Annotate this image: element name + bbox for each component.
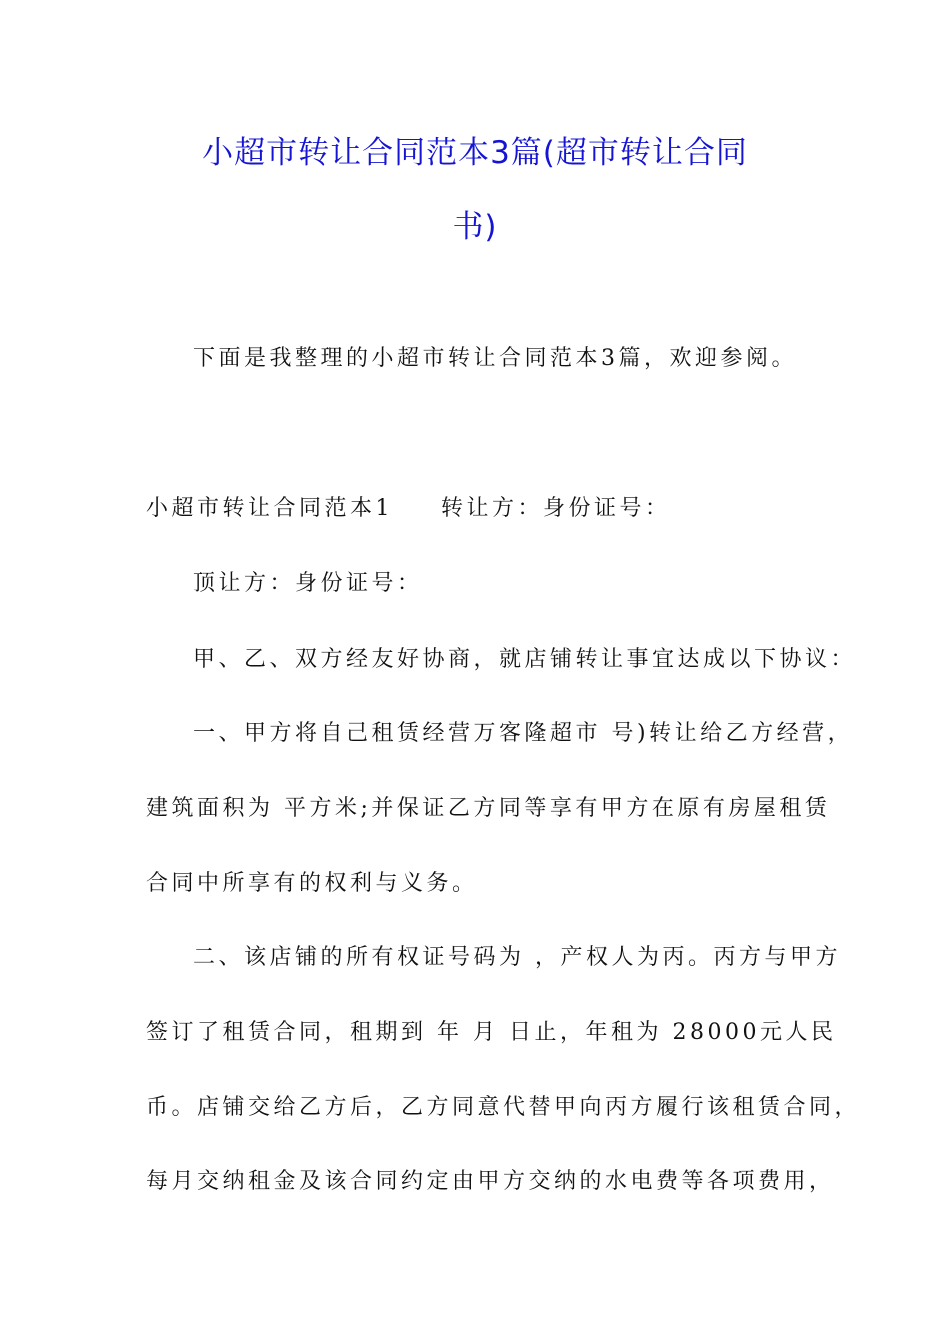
clause-1-line-2: 建筑面积为 平方米;并保证乙方同等享有甲方在原有房屋租赁 bbox=[146, 796, 831, 821]
section-heading-row bbox=[146, 494, 671, 524]
document-title-line-1: 小超市转让合同范本3篇(超市转让合同 bbox=[202, 135, 748, 171]
document-title-line-2: 书) bbox=[452, 209, 498, 245]
clause-2-line-2: 签订了租赁合同，租期到 年 月 日止，年租为 28000元人民 bbox=[146, 1020, 837, 1045]
transferee-field: 顶让方：身份证号： bbox=[193, 571, 423, 596]
transferor-field: 转让方：身份证号： bbox=[441, 496, 671, 521]
clause-2-line-3: 币。店铺交给乙方后，乙方同意代替甲向丙方履行该租赁合同， bbox=[146, 1095, 861, 1120]
clause-2-line-1: 二、该店铺的所有权证号码为 ，产权人为丙。丙方与甲方 bbox=[193, 945, 841, 970]
section-heading: 小超市转让合同范本1 bbox=[146, 496, 393, 521]
intro-paragraph: 下面是我整理的小超市转让合同范本3篇，欢迎参阅。 bbox=[193, 346, 797, 371]
clause-1-line-3: 合同中所享有的权利与义务。 bbox=[146, 871, 478, 896]
agreement-paragraph: 甲、乙、双方经友好协商，就店铺转让事宜达成以下协议： bbox=[193, 647, 857, 672]
clause-1-line-1: 一、甲方将自己租赁经营万客隆超市 号)转让给乙方经营， bbox=[193, 721, 854, 746]
clause-2-line-4: 每月交纳租金及该合同约定由甲方交纳的水电费等各项费用， bbox=[146, 1169, 835, 1194]
